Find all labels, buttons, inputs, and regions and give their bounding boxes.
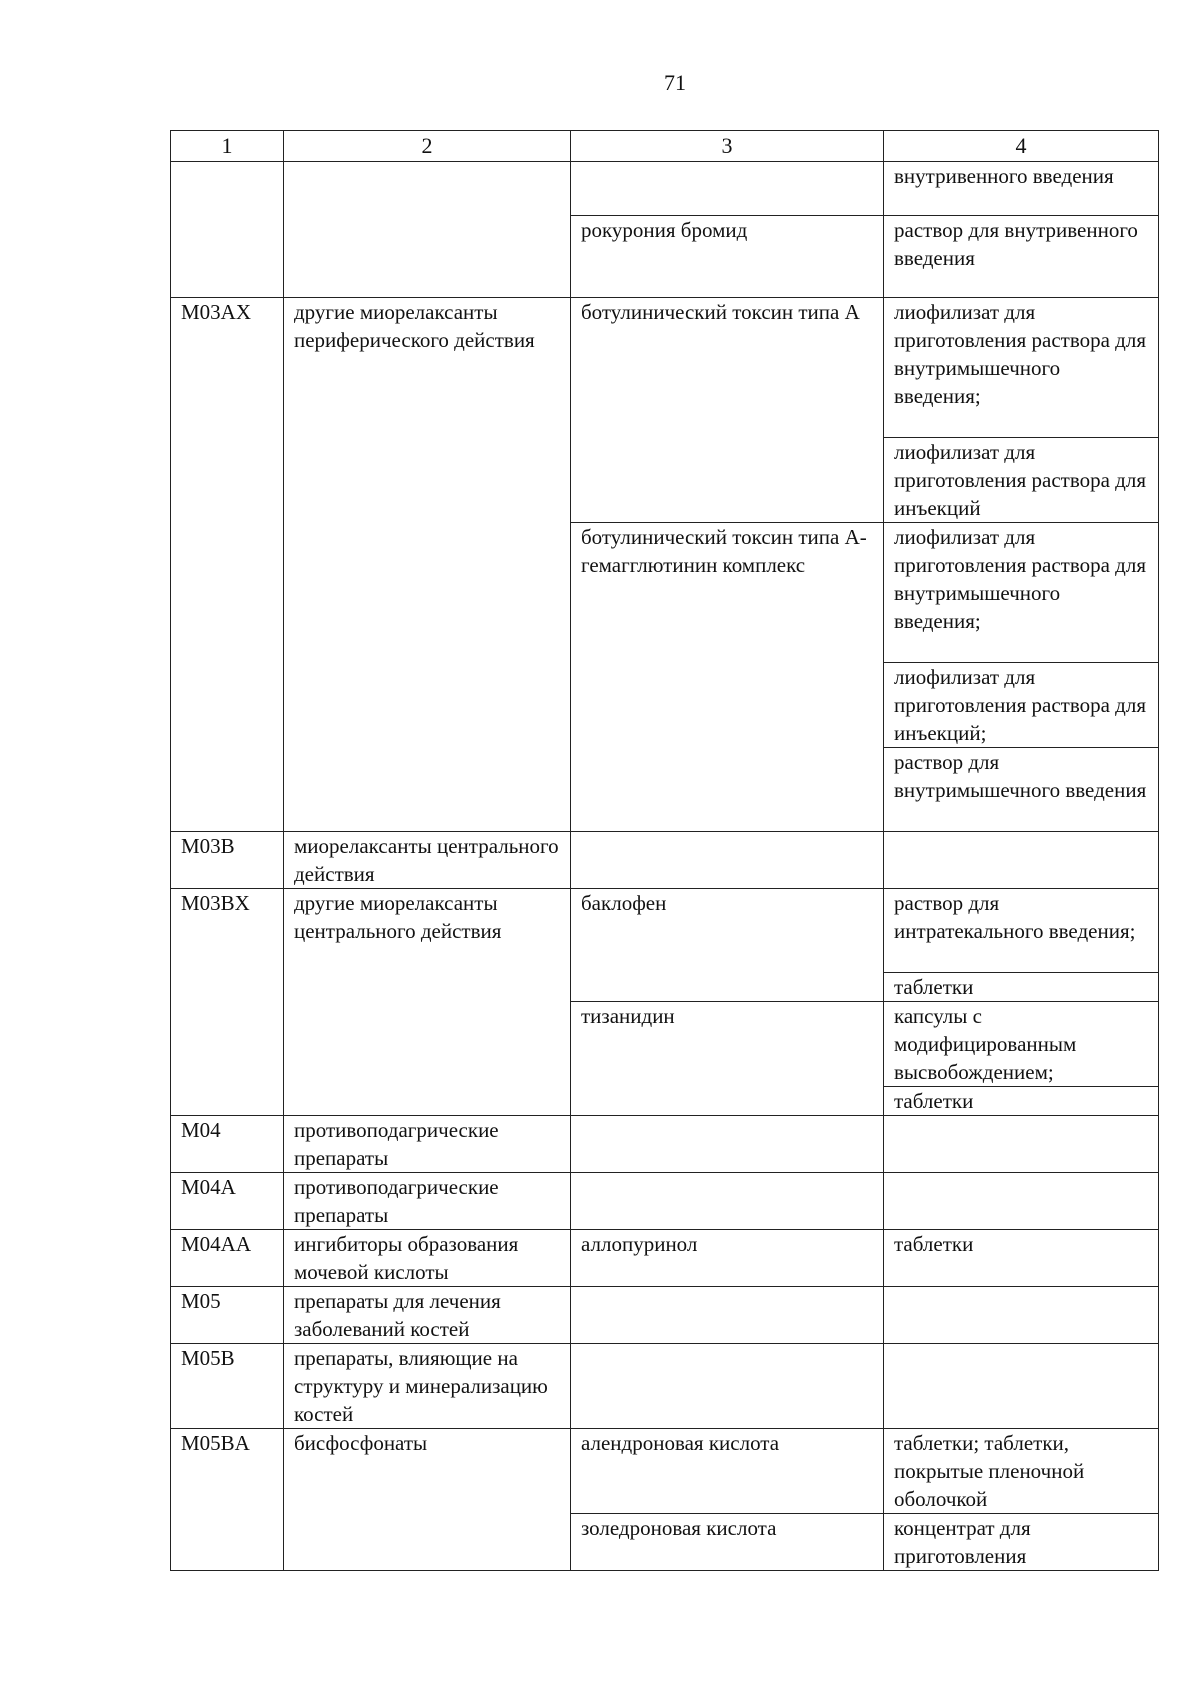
dosage-form-cell: раствор для интратекального введения; [884,889,1159,973]
table-row [171,298,1159,438]
group-name-cell: противоподагрические препараты [284,1173,571,1230]
dosage-form-cell: лиофилизат для приготовления раствора для инъекций [884,438,1159,523]
atc-code-cell: M04 [171,1116,284,1173]
dosage-form-cell [884,1173,1159,1230]
dosage-form-cell: капсулы с модифицированным высвобождением; [884,1002,1159,1087]
drug-name-cell [571,1116,884,1173]
group-name-cell: препараты, влияющие на структуру и минерализацию костей [284,1344,571,1429]
table-row [171,162,1159,216]
table-row [171,832,1159,889]
column-header-2: 2 [284,131,571,162]
group-name-cell: другие миорелаксанты периферического действия [284,298,571,832]
group-name-cell [284,162,571,298]
group-name-cell: бисфосфонаты [284,1429,571,1571]
column-header-4: 4 [884,131,1159,162]
drug-name-cell: аллопуринол [571,1230,884,1287]
dosage-form-cell: раствор для внутримышечного введения [884,748,1159,832]
atc-code-cell [171,162,284,298]
atc-code-cell: M03AX [171,298,284,832]
table-row [171,1344,1159,1429]
column-header-3: 3 [571,131,884,162]
atc-code-cell: M05 [171,1287,284,1344]
dosage-form-cell [884,1116,1159,1173]
dosage-form-cell [884,1344,1159,1429]
dosage-form-cell: таблетки [884,1087,1159,1116]
table-header [171,131,1159,162]
group-name-cell: противоподагрические препараты [284,1116,571,1173]
atc-code-cell: M03B [171,832,284,889]
table-row [171,1173,1159,1230]
atc-code-cell: M04AA [171,1230,284,1287]
table-row [171,889,1159,973]
dosage-form-cell [884,1287,1159,1344]
drug-name-cell: ботулинический токсин типа А [571,298,884,523]
dosage-form-cell: лиофилизат для приготовления раствора для внутримышечного введения; [884,298,1159,438]
table-row [171,1287,1159,1344]
drug-name-cell [571,1344,884,1429]
group-name-cell: препараты для лечения заболеваний костей [284,1287,571,1344]
dosage-form-cell: таблетки [884,973,1159,1002]
dosage-form-cell: лиофилизат для приготовления раствора для внутримышечного введения; [884,523,1159,663]
drug-name-cell: тизанидин [571,1002,884,1116]
drug-name-cell: баклофен [571,889,884,1002]
column-header-1: 1 [171,131,284,162]
group-name-cell: другие миорелаксанты центрального действия [284,889,571,1116]
atc-code-cell: M05B [171,1344,284,1429]
dosage-form-cell: концентрат для приготовления [884,1514,1159,1571]
drug-name-cell: рокурония бромид [571,216,884,298]
drug-name-cell: алендроновая кислота [571,1429,884,1514]
table-row [171,1230,1159,1287]
dosage-form-cell: раствор для внутривенного введения [884,216,1159,298]
drug-table [170,130,1159,1571]
dosage-form-cell [884,832,1159,889]
atc-code-cell: M03BX [171,889,284,1116]
dosage-form-cell: таблетки [884,1230,1159,1287]
table-row [171,1429,1159,1514]
dosage-form-cell: лиофилизат для приготовления раствора для инъекций; [884,663,1159,748]
drug-name-cell: золедроновая кислота [571,1514,884,1571]
drug-name-cell [571,1173,884,1230]
drug-name-cell: ботулинический токсин типа А-гемагглютинин комплекс [571,523,884,832]
drug-name-cell [571,832,884,889]
atc-code-cell: M05BA [171,1429,284,1571]
drug-name-cell [571,162,884,216]
dosage-form-cell: таблетки; таблетки, покрытые пленочной оболочкой [884,1429,1159,1514]
table-row [171,1116,1159,1173]
page-number: 71 [664,70,686,95]
drug-name-cell [571,1287,884,1344]
group-name-cell: миорелаксанты центрального действия [284,832,571,889]
atc-code-cell: M04A [171,1173,284,1230]
group-name-cell: ингибиторы образования мочевой кислоты [284,1230,571,1287]
dosage-form-cell: внутривенного введения [884,162,1159,216]
